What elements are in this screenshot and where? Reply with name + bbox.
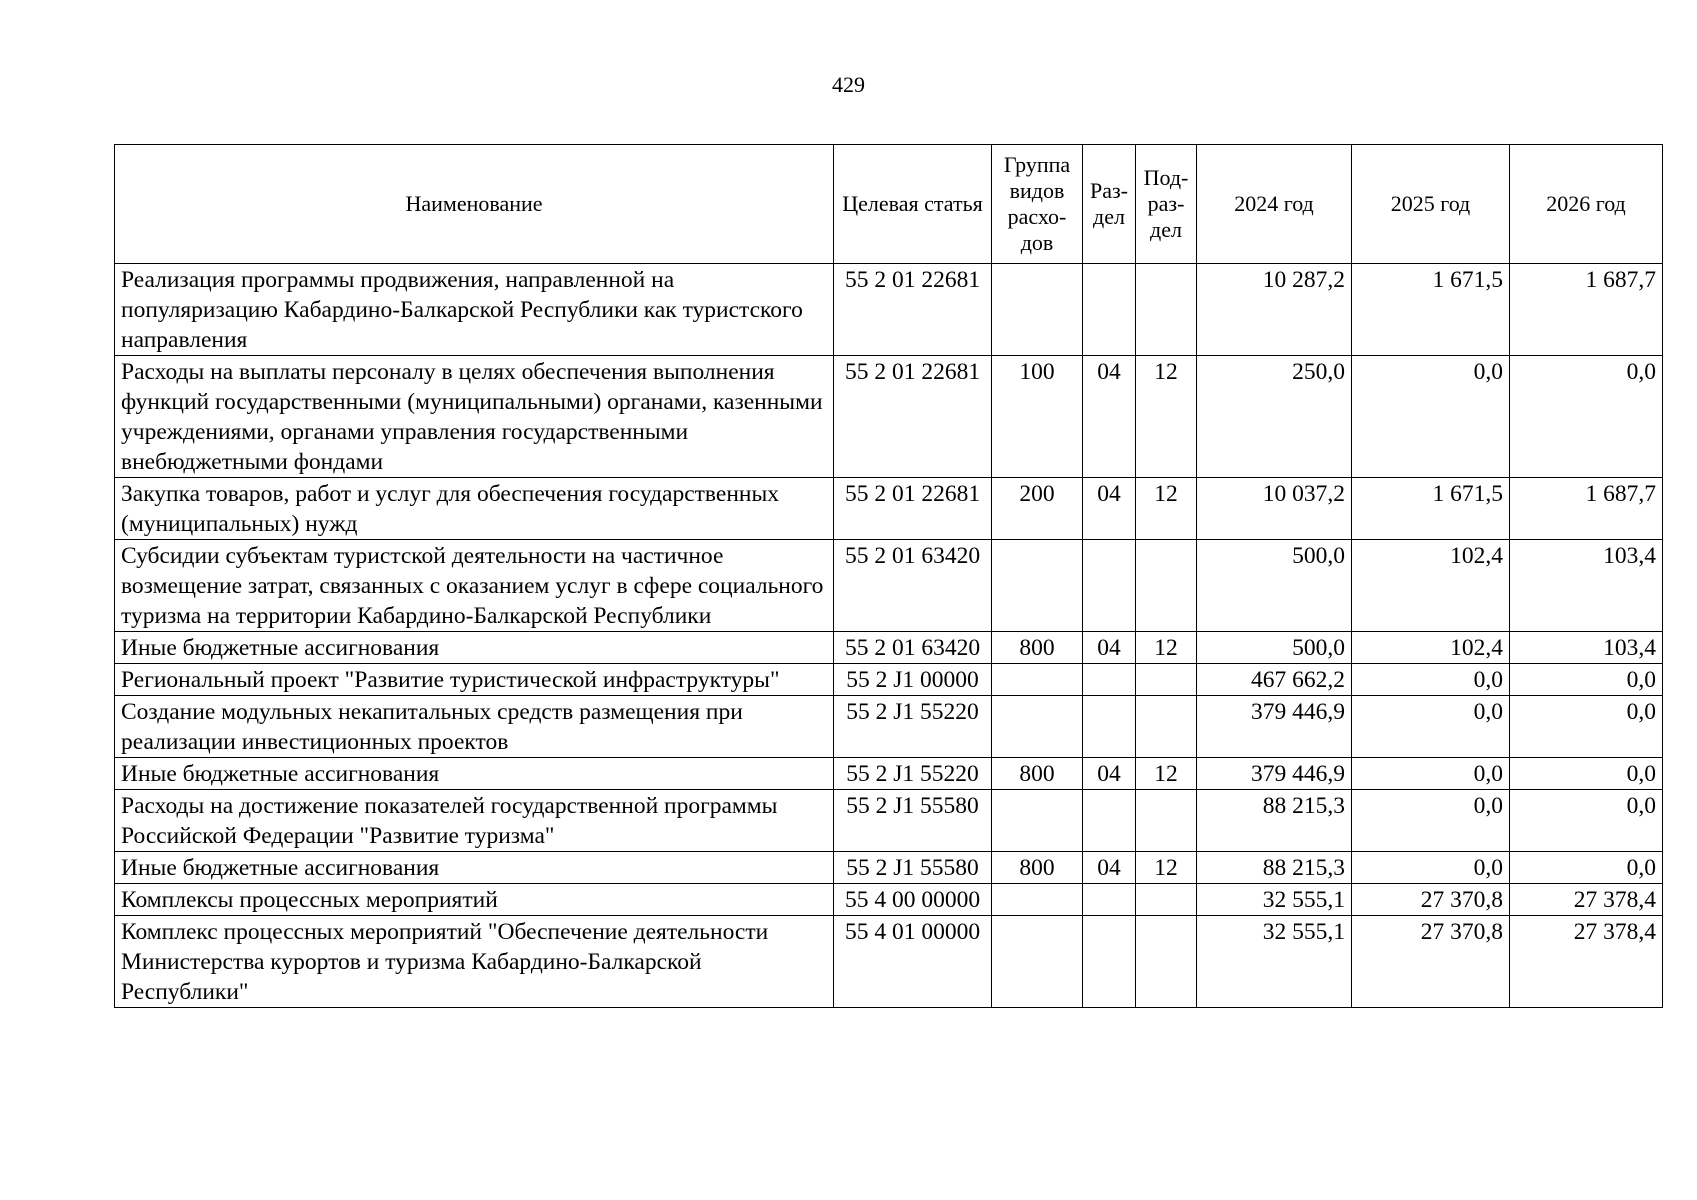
cell-subsection: 12 (1136, 852, 1197, 884)
cell-name: Субсидии субъектам туристской деятельности на частичное возмещение затрат, связанных с оказанием услуг в сфере социального туризма на территории Кабардино-Балкарской Республики (115, 540, 834, 632)
cell-y2024: 32 555,1 (1197, 916, 1352, 1008)
cell-y2026: 27 378,4 (1510, 884, 1663, 916)
cell-code: 55 2 J1 00000 (834, 664, 992, 696)
cell-section (1083, 884, 1136, 916)
cell-y2024: 10 287,2 (1197, 264, 1352, 356)
cell-y2026: 103,4 (1510, 632, 1663, 664)
cell-name: Закупка товаров, работ и услуг для обеспечения государственных (муниципальных) нужд (115, 478, 834, 540)
cell-group: 800 (992, 758, 1083, 790)
cell-y2026: 0,0 (1510, 664, 1663, 696)
header-row (115, 145, 1663, 264)
cell-code: 55 2 J1 55220 (834, 758, 992, 790)
cell-code: 55 4 00 00000 (834, 884, 992, 916)
cell-code: 55 4 01 00000 (834, 916, 992, 1008)
cell-y2025: 27 370,8 (1352, 916, 1510, 1008)
cell-name: Создание модульных некапитальных средств размещения при реализации инвестиционных проектов (115, 696, 834, 758)
cell-y2026: 0,0 (1510, 790, 1663, 852)
cell-y2024: 32 555,1 (1197, 884, 1352, 916)
cell-subsection: 12 (1136, 478, 1197, 540)
page-number: 429 (832, 72, 865, 97)
cell-y2024: 250,0 (1197, 356, 1352, 478)
cell-y2026: 1 687,7 (1510, 264, 1663, 356)
table-row (115, 758, 1663, 790)
cell-section (1083, 540, 1136, 632)
cell-code: 55 2 01 63420 (834, 540, 992, 632)
table-row (115, 884, 1663, 916)
cell-y2025: 0,0 (1352, 664, 1510, 696)
cell-group (992, 264, 1083, 356)
cell-y2024: 500,0 (1197, 540, 1352, 632)
table-row (115, 478, 1663, 540)
cell-name: Расходы на достижение показателей государственной программы Российской Федерации "Развитие туризма" (115, 790, 834, 852)
cell-code: 55 2 01 22681 (834, 264, 992, 356)
cell-y2026: 0,0 (1510, 356, 1663, 478)
cell-section: 04 (1083, 478, 1136, 540)
cell-group (992, 696, 1083, 758)
cell-name: Иные бюджетные ассигнования (115, 632, 834, 664)
header-group: Группа видов расхо-дов (992, 145, 1083, 264)
cell-y2025: 27 370,8 (1352, 884, 1510, 916)
cell-y2024: 379 446,9 (1197, 696, 1352, 758)
cell-subsection (1136, 884, 1197, 916)
cell-y2026: 0,0 (1510, 758, 1663, 790)
cell-group (992, 884, 1083, 916)
cell-y2024: 467 662,2 (1197, 664, 1352, 696)
table-row (115, 664, 1663, 696)
cell-y2025: 1 671,5 (1352, 478, 1510, 540)
cell-section (1083, 664, 1136, 696)
cell-y2025: 0,0 (1352, 852, 1510, 884)
cell-name: Комплекс процессных мероприятий "Обеспечение деятельности Министерства курортов и туризма Кабардино-Балкарской Республики" (115, 916, 834, 1008)
header-section: Раз-дел (1083, 145, 1136, 264)
table-header (115, 145, 1663, 264)
cell-subsection (1136, 696, 1197, 758)
cell-group: 200 (992, 478, 1083, 540)
cell-subsection: 12 (1136, 356, 1197, 478)
table-row (115, 852, 1663, 884)
cell-code: 55 2 J1 55580 (834, 790, 992, 852)
cell-subsection: 12 (1136, 632, 1197, 664)
cell-name: Иные бюджетные ассигнования (115, 758, 834, 790)
cell-subsection (1136, 540, 1197, 632)
header-2026: 2026 год (1510, 145, 1663, 264)
cell-y2025: 0,0 (1352, 790, 1510, 852)
cell-y2025: 0,0 (1352, 356, 1510, 478)
cell-name: Региональный проект "Развитие туристической инфраструктуры" (115, 664, 834, 696)
table-body (115, 264, 1663, 1008)
header-subsection: Под-раз-дел (1136, 145, 1197, 264)
header-2024: 2024 год (1197, 145, 1352, 264)
cell-y2024: 500,0 (1197, 632, 1352, 664)
cell-y2025: 0,0 (1352, 758, 1510, 790)
cell-y2024: 379 446,9 (1197, 758, 1352, 790)
header-target: Целевая статья (834, 145, 992, 264)
cell-name: Расходы на выплаты персоналу в целях обеспечения выполнения функций государственными (муниципальными) органами, казенными учреждениями, органами управления государственными внебюджетными фондами (115, 356, 834, 478)
cell-section (1083, 916, 1136, 1008)
cell-subsection (1136, 790, 1197, 852)
budget-table (114, 144, 1663, 1008)
table-row (115, 540, 1663, 632)
cell-section (1083, 696, 1136, 758)
cell-y2026: 0,0 (1510, 696, 1663, 758)
table-row (115, 790, 1663, 852)
cell-y2026: 0,0 (1510, 852, 1663, 884)
cell-section (1083, 790, 1136, 852)
header-name: Наименование (115, 145, 834, 264)
cell-y2026: 1 687,7 (1510, 478, 1663, 540)
table-row (115, 632, 1663, 664)
cell-y2026: 103,4 (1510, 540, 1663, 632)
table-row (115, 696, 1663, 758)
cell-group: 100 (992, 356, 1083, 478)
table-row (115, 264, 1663, 356)
cell-y2024: 10 037,2 (1197, 478, 1352, 540)
cell-code: 55 2 01 63420 (834, 632, 992, 664)
cell-y2025: 1 671,5 (1352, 264, 1510, 356)
cell-y2025: 102,4 (1352, 632, 1510, 664)
cell-section: 04 (1083, 758, 1136, 790)
cell-group (992, 790, 1083, 852)
cell-y2024: 88 215,3 (1197, 852, 1352, 884)
cell-code: 55 2 01 22681 (834, 478, 992, 540)
cell-section: 04 (1083, 356, 1136, 478)
cell-section: 04 (1083, 852, 1136, 884)
cell-y2025: 0,0 (1352, 696, 1510, 758)
cell-subsection: 12 (1136, 758, 1197, 790)
cell-group (992, 540, 1083, 632)
cell-code: 55 2 J1 55220 (834, 696, 992, 758)
table-row (115, 916, 1663, 1008)
cell-name: Иные бюджетные ассигнования (115, 852, 834, 884)
cell-group: 800 (992, 632, 1083, 664)
table-row (115, 356, 1663, 478)
cell-group (992, 664, 1083, 696)
header-2025: 2025 год (1352, 145, 1510, 264)
cell-name: Комплексы процессных мероприятий (115, 884, 834, 916)
cell-section: 04 (1083, 632, 1136, 664)
cell-y2024: 88 215,3 (1197, 790, 1352, 852)
cell-subsection (1136, 916, 1197, 1008)
cell-y2026: 27 378,4 (1510, 916, 1663, 1008)
cell-group (992, 916, 1083, 1008)
cell-subsection (1136, 264, 1197, 356)
cell-code: 55 2 01 22681 (834, 356, 992, 478)
cell-group: 800 (992, 852, 1083, 884)
cell-y2025: 102,4 (1352, 540, 1510, 632)
cell-subsection (1136, 664, 1197, 696)
cell-section (1083, 264, 1136, 356)
cell-code: 55 2 J1 55580 (834, 852, 992, 884)
cell-name: Реализация программы продвижения, направленной на популяризацию Кабардино-Балкарской Республики как туристского направления (115, 264, 834, 356)
